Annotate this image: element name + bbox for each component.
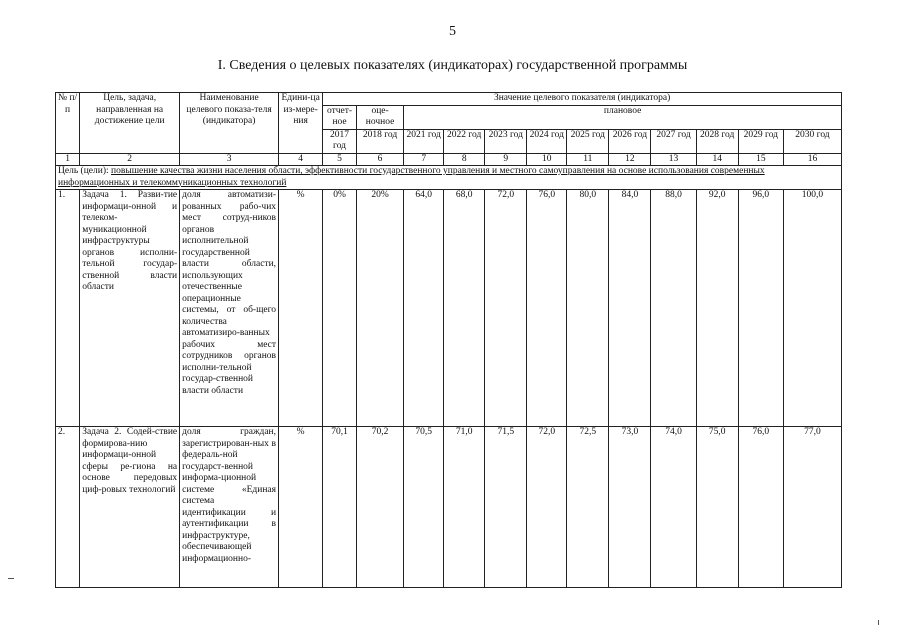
header-num: № п/п xyxy=(56,93,80,154)
header-year-2024: 2024 год xyxy=(527,129,567,153)
column-number: 13 xyxy=(651,153,696,166)
row-value-2025: 72,5 xyxy=(567,427,609,588)
goal-prefix: Цель (цели): xyxy=(58,166,111,176)
header-year-2027: 2027 год xyxy=(651,129,696,153)
header-goal: Цель, задача, направленная на достижение цели xyxy=(80,93,180,154)
row-num: 2. xyxy=(56,427,80,588)
row-value-2030: 77,0 xyxy=(783,427,841,588)
row-value-2028: 92,0 xyxy=(696,190,738,427)
row-value-2021: 64,0 xyxy=(404,190,444,427)
row-indicator: доля граждан, зарегистрирован-ных в федераль-ной государст-венной информа-ционной системе «Единая система идентификации и аутентификации в инфраструктуре, обеспечивающей информационно- xyxy=(180,427,279,588)
column-number: 10 xyxy=(527,153,567,166)
row-value-2029: 96,0 xyxy=(738,190,783,427)
indicators-table xyxy=(55,92,842,588)
row-value-2021: 70,5 xyxy=(404,427,444,588)
header-indicator: Наименование целевого показа-теля (индикатора) xyxy=(180,93,279,154)
column-number: 1 xyxy=(56,153,80,166)
goal-cell xyxy=(56,166,842,190)
table-row xyxy=(56,427,842,588)
row-value-2018: 20% xyxy=(356,190,403,427)
table-row xyxy=(56,190,842,427)
scan-mark xyxy=(8,578,14,579)
document-title: I. Сведения о целевых показателях (индикаторах) государственной программы xyxy=(217,58,688,73)
row-value-2025: 80,0 xyxy=(567,190,609,427)
column-number: 11 xyxy=(567,153,609,166)
header-year-2025: 2025 год xyxy=(567,129,609,153)
row-value-2023: 71,5 xyxy=(485,427,527,588)
column-number: 15 xyxy=(738,153,783,166)
header-year-2030: 2030 год xyxy=(783,129,841,153)
column-number-row xyxy=(56,153,842,166)
goal-row xyxy=(56,166,842,190)
header-value-group: Значение целевого показателя (индикатора) xyxy=(323,93,842,106)
column-number: 4 xyxy=(279,153,323,166)
row-value-2017: 0% xyxy=(323,190,357,427)
header-year-2028: 2028 год xyxy=(696,129,738,153)
row-num: 1. xyxy=(56,190,80,427)
row-value-2028: 75,0 xyxy=(696,427,738,588)
header-planned: плановое xyxy=(404,105,842,129)
row-value-2022: 71,0 xyxy=(444,427,485,588)
row-unit: % xyxy=(279,190,323,427)
column-number: 6 xyxy=(356,153,403,166)
row-value-2026: 84,0 xyxy=(609,190,651,427)
row-value-2027: 88,0 xyxy=(651,190,696,427)
row-value-2027: 74,0 xyxy=(651,427,696,588)
header-estimate: оце-ночное xyxy=(356,105,403,129)
column-number: 2 xyxy=(80,153,180,166)
row-value-2026: 73,0 xyxy=(609,427,651,588)
column-number: 5 xyxy=(323,153,357,166)
header-year-2021: 2021 год xyxy=(404,129,444,153)
row-task: Задача 2. Содей-ствие формирова-нию информаци-онной сферы ре-гиона на основе передовых циф-ровых технологий xyxy=(80,427,180,588)
header-year-2022: 2022 год xyxy=(444,129,485,153)
goal-text: повышение качества жизни населения области, эффективности государственного управления и местного самоуправления на основе использования современных информационных и телекоммуникационных технологий xyxy=(58,166,765,188)
column-number: 12 xyxy=(609,153,651,166)
header-year-2018: 2018 год xyxy=(356,129,403,153)
column-number: 9 xyxy=(485,153,527,166)
header-year-2029: 2029 год xyxy=(738,129,783,153)
row-value-2030: 100,0 xyxy=(783,190,841,427)
column-number: 8 xyxy=(444,153,485,166)
row-task: Задача 1. Разви-тие информаци-онной и телеком-муникационной инфраструктуры органов исполни-тельной государ-ственной власти области xyxy=(80,190,180,427)
header-year-2026: 2026 год xyxy=(609,129,651,153)
header-year-2023: 2023 год xyxy=(485,129,527,153)
scan-mark xyxy=(878,620,879,625)
header-year-2017: 2017 год xyxy=(323,129,357,153)
column-number: 3 xyxy=(180,153,279,166)
row-value-2024: 76,0 xyxy=(527,190,567,427)
row-value-2017: 70,1 xyxy=(323,427,357,588)
row-value-2018: 70,2 xyxy=(356,427,403,588)
row-unit: % xyxy=(279,427,323,588)
row-indicator: доля автоматизи-рованных рабо-чих мест сотруд-ников органов исполнительной государственной власти области, использующих отечественные операционные системы, от об-щего количества автоматизиро-ванных рабочих мест сотрудников органов исполни-тельной государ-ственной власти области xyxy=(180,190,279,427)
row-value-2029: 76,0 xyxy=(738,427,783,588)
column-number: 7 xyxy=(404,153,444,166)
header-report: отчет-ное xyxy=(323,105,357,129)
row-value-2024: 72,0 xyxy=(527,427,567,588)
row-value-2022: 68,0 xyxy=(444,190,485,427)
page-number: 5 xyxy=(449,24,456,39)
column-number: 14 xyxy=(696,153,738,166)
row-value-2023: 72,0 xyxy=(485,190,527,427)
header-unit: Едини-ца из-мере-ния xyxy=(279,93,323,154)
column-number: 16 xyxy=(783,153,841,166)
